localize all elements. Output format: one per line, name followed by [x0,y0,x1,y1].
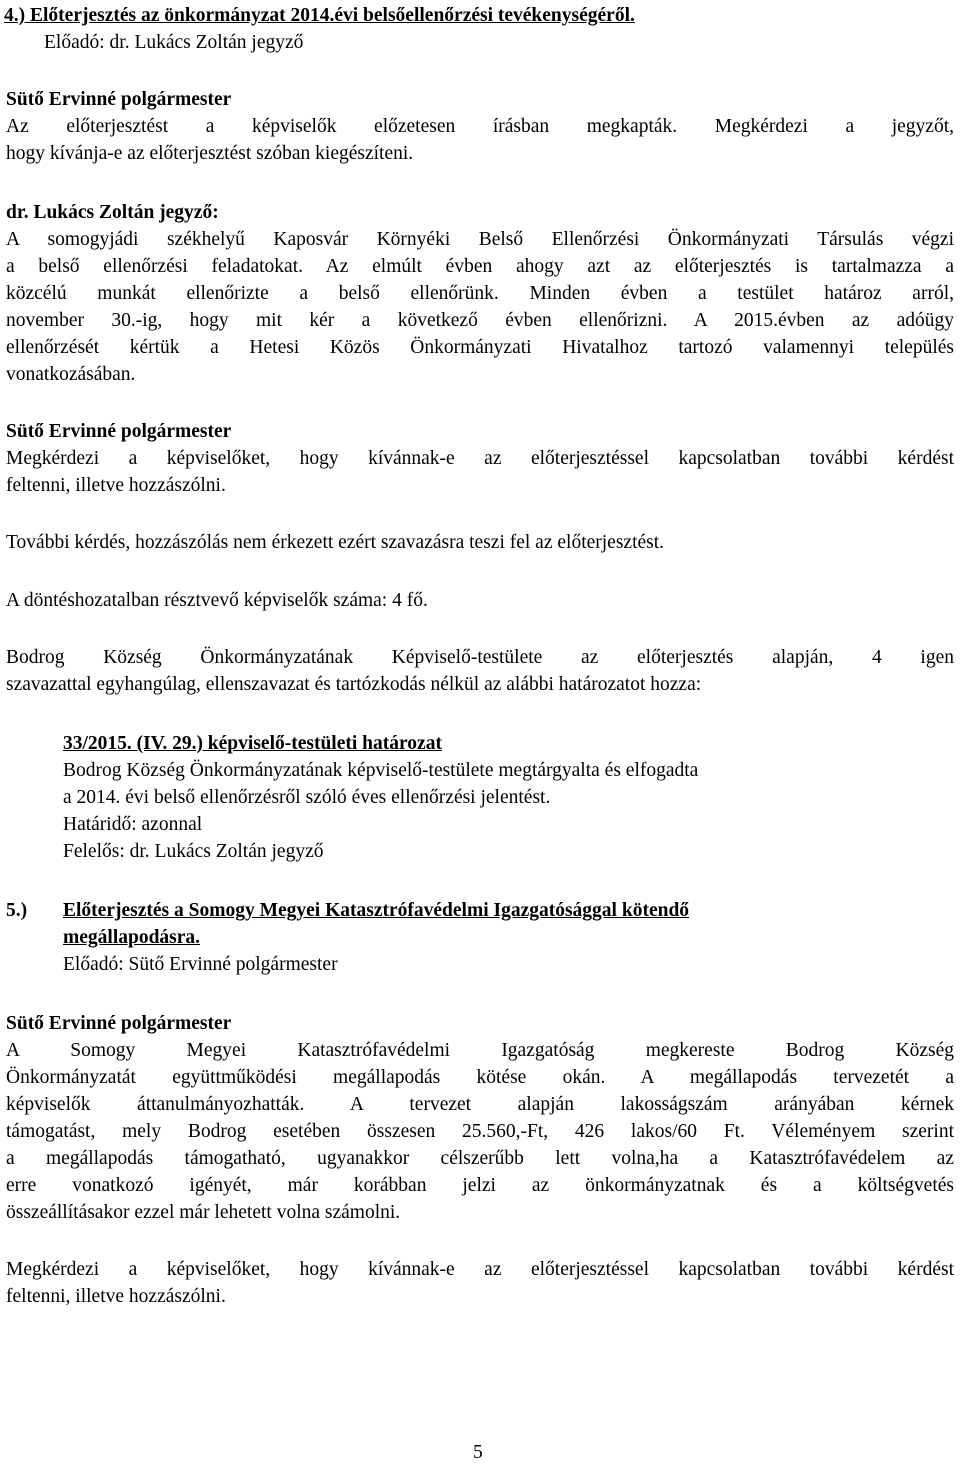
section-5-presenter: Előadó: Sütő Ervinné polgármester [63,954,338,975]
page-number: 5 [473,1442,483,1463]
paragraph-line: A somogyjádi székhelyű Kaposvár Környéki Belső Ellenőrzési Önkormányzati Társulás végzi [6,229,954,250]
resolution-responsible: Felelős: dr. Lukács Zoltán jegyző [63,841,324,862]
paragraph-line: Önkormányzatát együttműködési megállapodás kötése okán. A megállapodás tervezetét a [6,1067,954,1088]
paragraph-line: Megkérdezi a képviselőket, hogy kívánnak-e az előterjesztéssel kapcsolatban további kérdést [6,1259,954,1280]
resolution-title: 33/2015. (IV. 29.) képviselő-testületi határozat [63,733,442,754]
section-4-heading: 4.) Előterjesztés az önkormányzat 2014.évi belsőellenőrzési tevékenységéről. [4,5,635,26]
resolution-text: Bodrog Község Önkormányzatának képviselő-testülete megtárgyalta és elfogadta [63,760,699,781]
paragraph-line: Megkérdezi a képviselőket, hogy kívánnak-e az előterjesztéssel kapcsolatban további kérdést [6,448,954,469]
section-5-heading: megállapodásra. [63,927,201,948]
section-5-heading: Előterjesztés a Somogy Megyei Katasztrófavédelmi Igazgatósággal kötendő [63,900,690,921]
speaker-mayor-2: Sütő Ervinné polgármester [6,421,232,442]
vote-announcement: További kérdés, hozzászólás nem érkezett ezért szavazásra teszi fel az előterjesztést. [6,532,665,553]
paragraph-line: feltenni, illetve hozzászólni. [6,475,226,496]
section-4-presenter: Előadó: dr. Lukács Zoltán jegyző [44,32,304,53]
paragraph-line: ellenőrzését kértük a Hetesi Közös Önkormányzati Hivatalhoz tartozó valamennyi település [6,337,954,358]
paragraph-line: közcélú munkát ellenőrizte a belső ellenőrünk. Minden évben a testület határoz arról, [6,283,954,304]
paragraph-line: képviselők áttanulmányozhatták. A tervezet alapján lakosságszám arányában kérnek [6,1094,954,1115]
paragraph-line: A Somogy Megyei Katasztrófavédelmi Igazgatóság megkereste Bodrog Község [6,1040,954,1061]
section-5-number: 5.) [6,900,28,921]
paragraph-line: Bodrog Község Önkormányzatának Képviselő-testülete az előterjesztés alapján, 4 igen [6,647,954,668]
paragraph-line: szavazattal egyhangúlag, ellenszavazat és tartózkodás nélkül az alábbi határozatot hozza: [6,674,702,695]
paragraph-line: hogy kívánja-e az előterjesztést szóban kiegészíteni. [6,143,414,164]
paragraph-line: erre vonatkozó igényét, már korábban jelzi az önkormányzatnak és a költségvetés [6,1175,954,1196]
voting-members-count: A döntéshozatalban résztvevő képviselők száma: 4 fő. [6,590,428,611]
paragraph-line: összeállításakor ezzel már lehetett volna számolni. [6,1202,401,1223]
paragraph-line: a belső ellenőrzési feladatokat. Az elmúlt évben ahogy azt az előterjesztés is tartalmazza a [6,256,954,277]
paragraph-line: november 30.-ig, hogy mit kér a következő évben ellenőrizni. A 2015.évben az adóügy [6,310,954,331]
resolution-deadline: Határidő: azonnal [63,814,203,835]
speaker-mayor-1: Sütő Ervinné polgármester [6,89,232,110]
paragraph-line: Az előterjesztést a képviselők előzetesen írásban megkapták. Megkérdezi a jegyzőt, [6,116,954,137]
paragraph-line: feltenni, illetve hozzászólni. [6,1286,226,1307]
paragraph-line: támogatást, mely Bodrog esetében összesen 25.560,-Ft, 426 lakos/60 Ft. Véleményem szerint [6,1121,954,1142]
resolution-text: a 2014. évi belső ellenőrzésről szóló éves ellenőrzési jelentést. [63,787,551,808]
speaker-notary: dr. Lukács Zoltán jegyző: [6,202,219,223]
paragraph-line: a megállapodás támogatható, ugyanakkor célszerűbb lett volna,ha a Katasztrófavédelem az [6,1148,954,1169]
speaker-mayor-3: Sütő Ervinné polgármester [6,1013,232,1034]
paragraph-line: vonatkozásában. [6,364,136,385]
